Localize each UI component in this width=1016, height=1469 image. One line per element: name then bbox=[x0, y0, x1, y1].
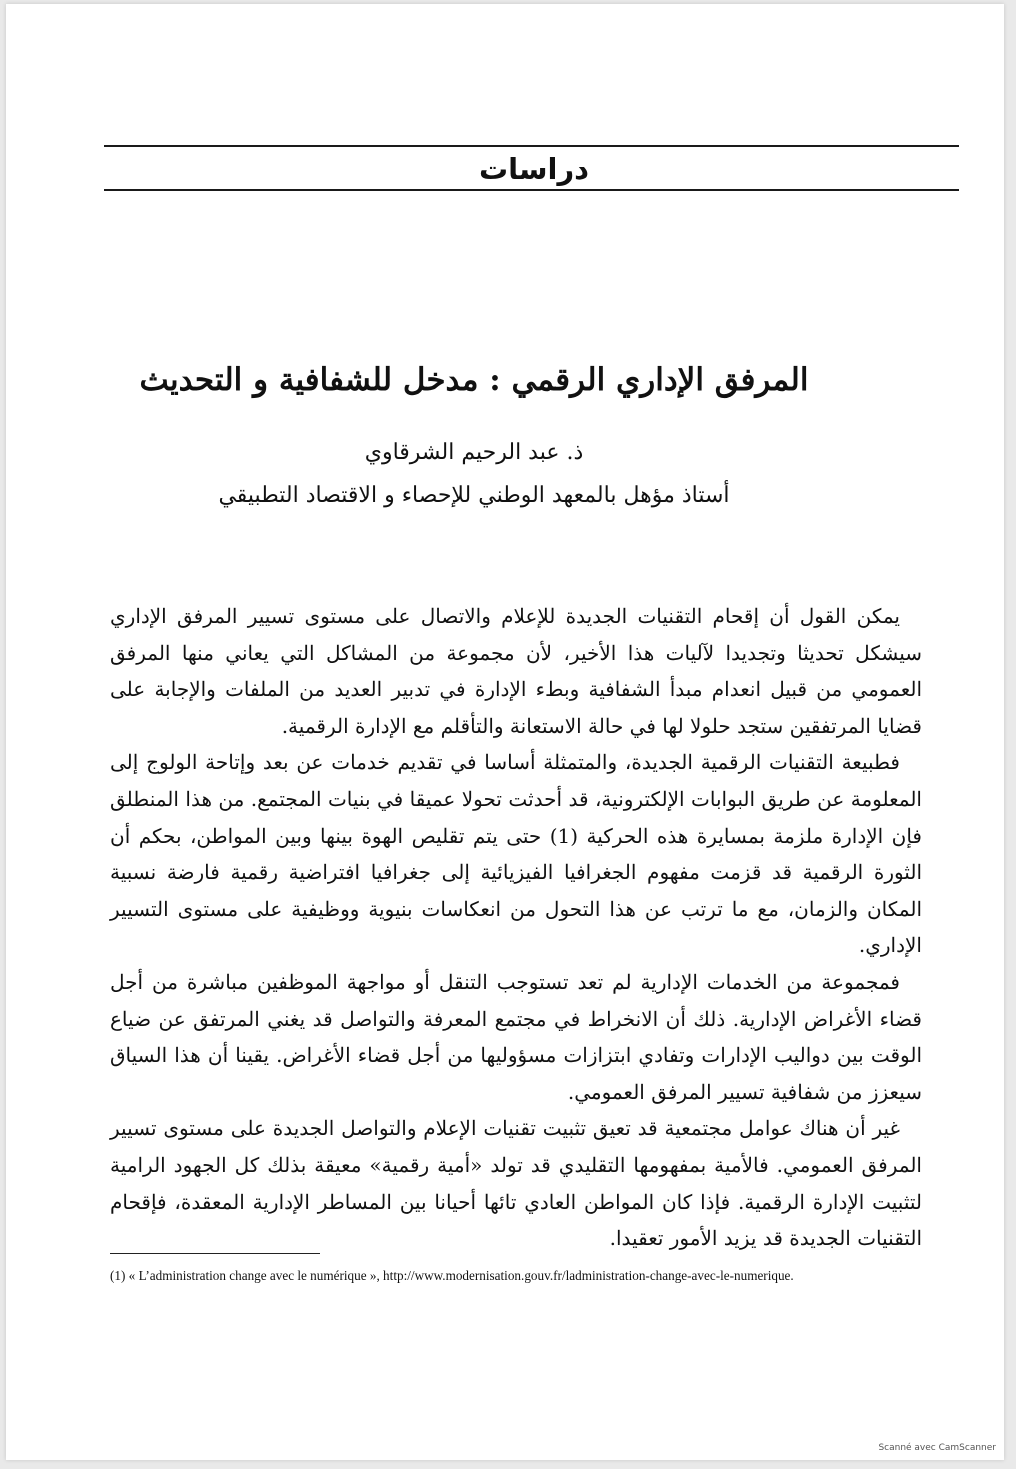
paragraph: غير أن هناك عوامل مجتمعية قد تعيق تثبيت تقنيات الإعلام والتواصل الجديدة على مستوى تسيير المرفق العمومي. فالأمية بمفهومها التقليدي قد تولد «أمية رقمية» معيقة بذلك كل الجهود الرامية لتثبيت الإدارة الرقمية. فإذا كان المواطن العادي تائها أحيانا بين المساطر الإدارية المعقدة، فإقحام التقنيات الجديدة قد يزيد الأمور تعقيدا. bbox=[110, 1116, 922, 1251]
article-body bbox=[110, 598, 922, 1257]
paragraph: يمكن القول أن إقحام التقنيات الجديدة للإعلام والاتصال على مستوى تسيير المرفق الإداري سيشكل تحديثا وتجديدا لآليات هذا الأخير، لأن مجموعة من المشاكل التي يعاني منها المرفق العمومي من قبيل انعدام مبدأ الشفافية وبطء الإدارة في تدبير العديد من الملفات والإجابة على قضايا المرتفقين ستجد حلولا لها في حالة الاستعانة والتأقلم مع الإدارة الرقمية. bbox=[110, 604, 922, 738]
footnote-separator bbox=[110, 1253, 320, 1254]
paragraph: فطبيعة التقنيات الرقمية الجديدة، والمتمثلة أساسا في تقديم خدمات عن بعد وإتاحة الولوج إلى المعلومة عن طريق البوابات الإلكترونية، قد أحدثت تحولا عميقا في بنيات المجتمع. من هذا المنطلق فإن الإدارة ملزمة بمسايرة هذه الحركية (1) حتى يتم تقليص الهوة بينها وبين المواطن، بحكم أن الثورة الرقمية قد قزمت مفهوم الجغرافيا الفيزيائية إلى جغرافيا افتراضية رقمية فارضة نسبية المكان والزمان، مع ما ترتب عن هذا التحول من انعكاسات بنيوية ووظيفية على مستوى التسيير الإداري. bbox=[110, 750, 922, 958]
author-affiliation: أستاذ مؤهل بالمعهد الوطني للإحصاء و الاقتصاد التطبيقي bbox=[218, 483, 730, 508]
article-title: المرفق الإداري الرقمي : مدخل للشفافية و التحديث bbox=[139, 362, 809, 398]
section-title: دراسات bbox=[478, 152, 590, 186]
author-name: ذ. عبد الرحيم الشرقاوي bbox=[364, 440, 584, 465]
header-top-rule bbox=[104, 145, 959, 147]
scanner-watermark: Scanné avec CamScanner bbox=[878, 1443, 996, 1453]
document-page bbox=[6, 4, 1004, 1460]
paragraph: فمجموعة من الخدمات الإدارية لم تعد تستوجب التنقل أو مواجهة الموظفين مباشرة من أجل قضاء الأغراض الإدارية. ذلك أن الانخراط في مجتمع المعرفة والتواصل قد يغني المرتفق عن ضياع الوقت بين دواليب الإدارات وتفادي ابتزازات مسؤوليها من أجل قضاء الأغراض. يقينا أن هذا السياق سيعزز من شفافية تسيير المرفق العمومي. bbox=[110, 969, 922, 1104]
footnote: (1) « L’administration change avec le numérique », http://www.modernisation.gouv.fr/ladministration-change-avec-le-numerique. bbox=[110, 1268, 794, 1283]
header-bottom-rule bbox=[104, 189, 959, 191]
